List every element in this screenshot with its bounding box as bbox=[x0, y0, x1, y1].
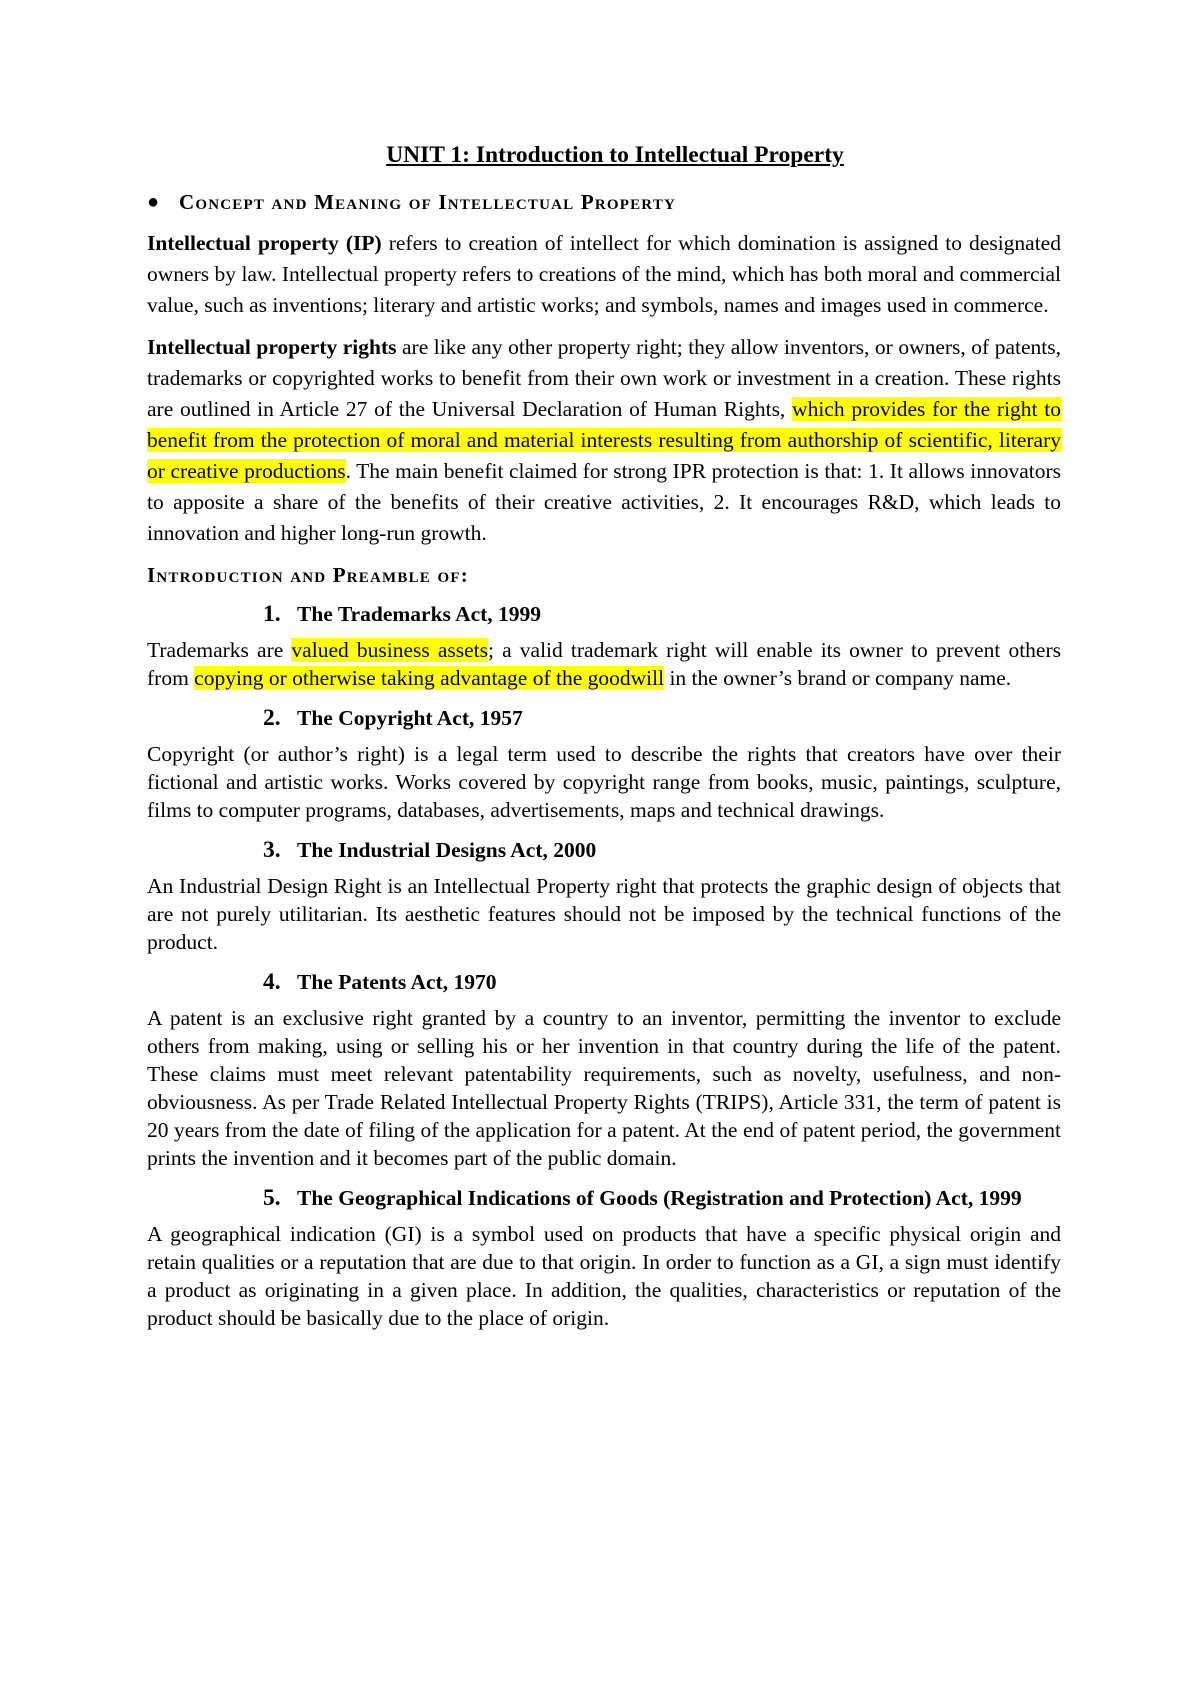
act-title: The Geographical Indications of Goods (Registration and Protection) Act, 1999 bbox=[297, 1186, 1022, 1210]
document-page bbox=[147, 140, 1061, 1343]
ipr-highlight: which provides for the right to benefit from the protection of moral and material interests resulting from authorship of scientific, literary or creative productions bbox=[147, 397, 1061, 483]
ipr-text-before: are like any other property right; they allow inventors, or owners, of patents, trademarks or copyrighted works to benefit from their own work or investment in a creation. These rights are outlined in Article 27 of the Universal Declaration of Human Rights, bbox=[147, 335, 1062, 421]
ip-term: Intellectual property (IP) bbox=[147, 231, 382, 255]
act-paragraph-patents: A patent is an exclusive right granted by a country to an inventor, permitting the inventor to exclude others from making, using or selling his or her invention in that country during the life of the patent. These claims must meet relevant patentability requirements, such as novelty, usefulness, and non-obviousness. As per Trade Related Intellectual Property Rights (TRIPS), Article 331, the term of patent is 20 years from the date of filing of the application for a patent. At the end of patent period, the government prints the invention and it becomes part of the public domain. bbox=[147, 1006, 1061, 1170]
bullet-icon: ● bbox=[147, 191, 160, 213]
act-paragraph-copyright: Copyright (or author’s right) is a legal term used to describe the rights that creators have over their fictional and artistic works. Works covered by copyright range from books, music, paintings, sculpture, films to computer programs, databases, advertisements, maps and technical drawings. bbox=[147, 742, 1061, 822]
act-number: 2. bbox=[263, 705, 281, 731]
trademarks-highlight-2: copying or otherwise taking advantage of the goodwill bbox=[194, 666, 665, 690]
act-paragraph-trademarks bbox=[147, 636, 1061, 692]
ip-paragraph bbox=[147, 228, 1061, 321]
act-title: The Patents Act, 1970 bbox=[297, 970, 497, 994]
ipr-text-after: . The main benefit claimed for strong IPR protection is that: 1. It allows innovators to apposite a share of the benefits of their creative activities, 2. It encourages R&D, which leads to innovation and higher long-run growth. bbox=[147, 459, 1061, 545]
preamble-heading: Introduction and Preamble of: bbox=[147, 563, 469, 587]
act-title: The Industrial Designs Act, 2000 bbox=[297, 838, 597, 862]
ipr-term: Intellectual property rights bbox=[147, 335, 397, 359]
act-title: The Trademarks Act, 1999 bbox=[297, 602, 542, 626]
concept-heading-text: Concept and Meaning of Intellectual Property bbox=[179, 190, 677, 214]
act-number: 3. bbox=[263, 837, 281, 863]
act-number: 5. bbox=[263, 1185, 281, 1211]
act-paragraph-geographical-indications: A geographical indication (GI) is a symbol used on products that have a specific physical origin and retain qualities or a reputation that are due to that origin. In order to function as a GI, a sign must identify a product as originating in a given place. In addition, the qualities, characteristics or reputation of the product should be basically due to the place of origin. bbox=[147, 1222, 1061, 1330]
trademarks-text-3: in the owner’s brand or company name. bbox=[664, 666, 1012, 690]
act-title: The Copyright Act, 1957 bbox=[297, 706, 523, 730]
concept-heading bbox=[147, 187, 1061, 218]
act-paragraph-industrial-designs: An Industrial Design Right is an Intellectual Property right that protects the graphic design of objects that are not purely utilitarian. Its aesthetic features should not be imposed by the technical functions of the product. bbox=[147, 874, 1061, 954]
page-title: UNIT 1: Introduction to Intellectual Property bbox=[386, 142, 844, 168]
act-number: 1. bbox=[263, 601, 281, 627]
trademarks-text-1: Trademarks are bbox=[147, 638, 292, 662]
act-heading-patents bbox=[147, 967, 1061, 998]
act-heading-industrial-designs bbox=[147, 835, 1061, 866]
trademarks-text-2: ; a valid trademark right will enable its owner to prevent others from bbox=[147, 638, 1061, 690]
ip-text: refers to creation of intellect for which domination is assigned to designated owners by law. Intellectual property refers to creations of the mind, which has both moral and commercial value, such as inventions; literary and artistic works; and symbols, names and images used in commerce. bbox=[147, 231, 1061, 317]
act-number: 4. bbox=[263, 969, 281, 995]
act-heading-trademarks bbox=[147, 599, 1061, 630]
ipr-paragraph bbox=[147, 332, 1061, 549]
trademarks-highlight-1: valued business assets bbox=[291, 638, 489, 662]
act-heading-geographical-indications bbox=[147, 1183, 1061, 1214]
act-heading-copyright bbox=[147, 703, 1061, 734]
